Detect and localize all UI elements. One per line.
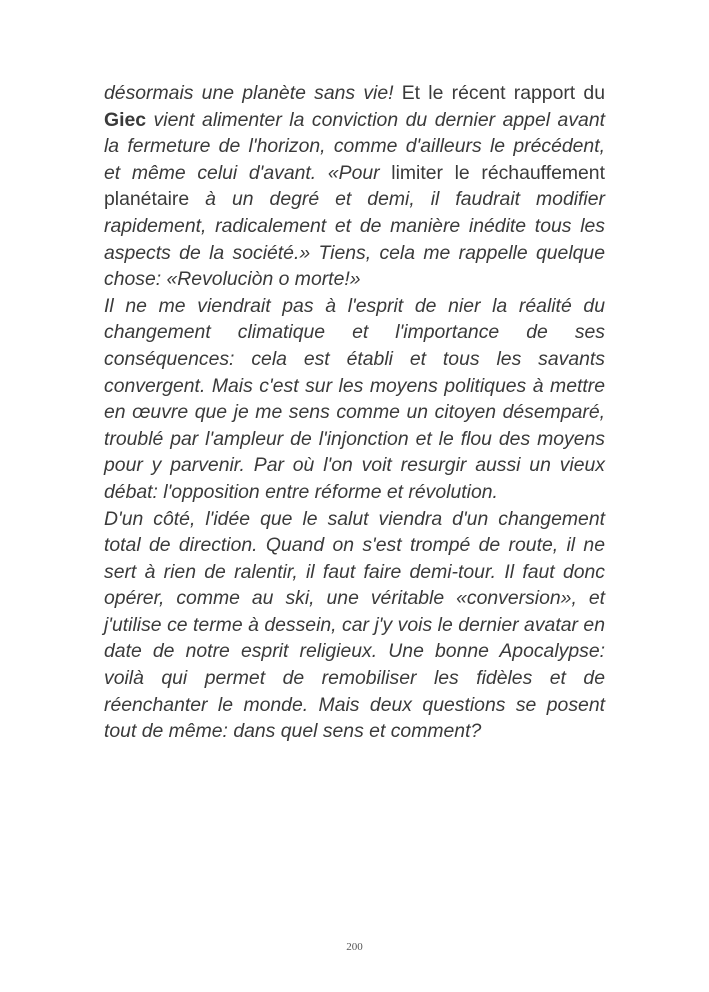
paragraph-3	[104, 506, 605, 745]
body-text	[104, 80, 605, 745]
text-segment: D'un côté, l'idée que le salut viendra d'un changement total de direction. Quand on s'est trompé de route, il ne sert à rien de ralentir, il faut faire demi-tour. Il faut donc opérer, comme au ski, une véritable «conversion», et j'utilise ce terme à dessein, car j'y vois le dernier avatar en date de notre esprit religieux. Une bonne Apocalypse: voilà qui permet de remobiliser les fidèles et de réenchanter le monde. Mais deux questions se posent tout de même: dans quel sens et comment?	[104, 507, 605, 743]
text-segment: à un degré et demi, il faudrait modifier rapidement, radicalement et de manière inédite tous les aspects de la société.» Tiens, cela me rappelle quelque chose: «Revoluciòn o morte!»	[104, 188, 605, 291]
paragraph-1	[104, 80, 605, 293]
text-segment: Il ne me viendrait pas à l'esprit de nier la réalité du changement climatique et l'importance de ses conséquences: cela est établi et tous les savants convergent. Mais c'est sur les moyens politiques à mettre en œuvre que je me sens comme un citoyen désemparé, troublé par l'ampleur de l'injonction et le flou des moyens pour y parvenir. Par où l'on voit resurgir aussi un vieux débat: l'opposition entre réforme et révolution.	[104, 294, 605, 503]
text-segment: désormais une planète sans vie!	[104, 82, 402, 104]
text-segment: Pour	[338, 161, 380, 184]
page-number: 200	[346, 941, 363, 953]
text-segment: Et	[401, 82, 421, 104]
text-segment: vient alimenter la conviction du dernier appel avant la fermeture de l'horizon, comme d'ailleurs le précédent, et même celui d'avant. «	[104, 108, 605, 184]
paragraph-2	[104, 293, 605, 506]
text-segment: le récent rapport du	[420, 82, 605, 104]
giec-term: Giec	[104, 108, 147, 131]
text-segment: limiter le réchauffement planétaire	[104, 161, 605, 211]
